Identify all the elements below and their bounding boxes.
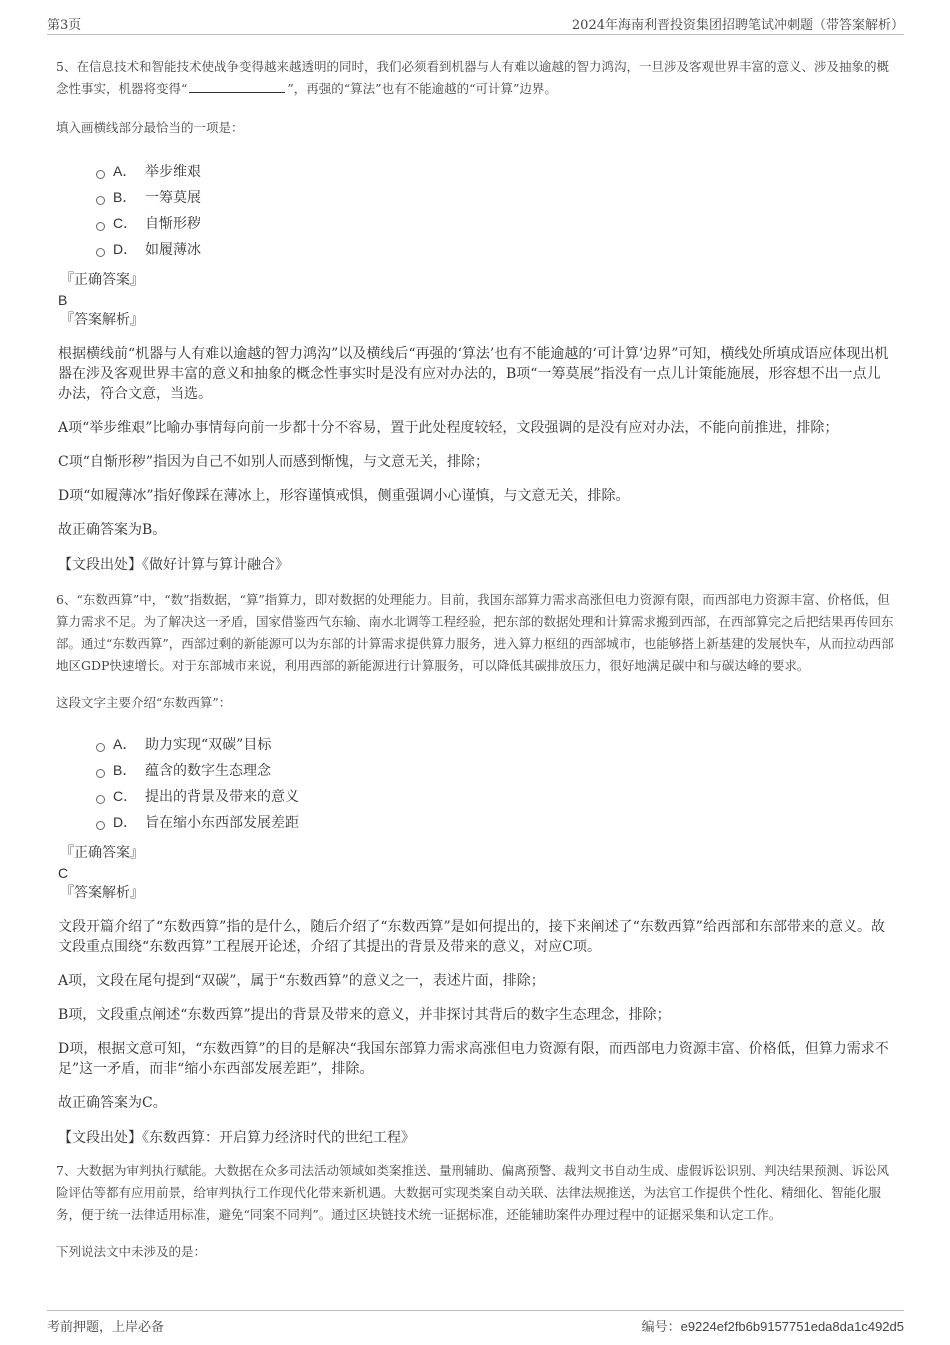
radio-icon[interactable] bbox=[96, 743, 105, 752]
source-citation: 【文段出处】《东数西算：开启算力经济时代的世纪工程》 bbox=[58, 1130, 415, 1146]
source-citation: 【文段出处】《做好计算与算计融合》 bbox=[58, 557, 289, 573]
option-b[interactable]: B． 一筹莫展 bbox=[96, 184, 894, 210]
document-body bbox=[56, 56, 894, 1276]
answer-value: B bbox=[58, 292, 68, 308]
option-d[interactable]: D． 旨在缩小东西部发展差距 bbox=[96, 809, 894, 835]
option-d[interactable]: D． 如履薄冰 bbox=[96, 236, 894, 262]
analysis-conclusion: 故正确答案为C。 bbox=[58, 1095, 167, 1111]
analysis-label: 『答案解析』 bbox=[60, 312, 144, 328]
options-list bbox=[96, 158, 894, 262]
radio-icon[interactable] bbox=[96, 170, 105, 179]
question-7 bbox=[56, 1160, 894, 1262]
page-number: 第3页 bbox=[47, 18, 82, 33]
analysis-paragraph: D项，根据文意可知，“东数西算”的目的是解决“我国东部算力需求高涨但电力资源有限，而西部电力资源丰富、价格低，但算力需求不足”这一矛盾，而非“缩小东西部发展差距”，排除。 bbox=[58, 1041, 889, 1077]
code-label: 编号： bbox=[641, 1320, 681, 1335]
radio-icon[interactable] bbox=[96, 769, 105, 778]
blank-line bbox=[189, 80, 285, 93]
option-a[interactable]: A． 举步维艰 bbox=[96, 158, 894, 184]
page-header bbox=[47, 10, 904, 35]
question-prompt: 下列说法文中未涉及的是： bbox=[56, 1244, 207, 1259]
analysis-paragraph: C项“自惭形秽”指因为自己不如别人而感到惭愧，与文意无关，排除； bbox=[58, 454, 490, 470]
options-list bbox=[96, 731, 894, 835]
code-value: e9224ef2fb6b9157751eda8da1c492d5 bbox=[680, 1319, 904, 1334]
analysis-label: 『答案解析』 bbox=[60, 885, 144, 901]
question-5 bbox=[56, 56, 894, 575]
analysis-paragraph: D项“如履薄冰”指好像踩在薄冰上，形容谨慎戒惧，侧重强调小心谨慎，与文意无关，排除。 bbox=[58, 488, 630, 504]
question-prompt: 这段文字主要介绍“东数西算”： bbox=[56, 695, 232, 710]
radio-icon[interactable] bbox=[96, 248, 105, 257]
analysis-paragraph: 根据横线前“机器与人有难以逾越的智力鸿沟”以及横线后“再强的‘算法’也有不能逾越的‘可计算’边界”可知，横线处所填成语应体现出机器在涉及客观世界丰富的意义和抽象的概念性事实时是没有应对办法的，B项“一筹莫展”指没有一点儿计策能施展，形容想不出一点儿办法，符合文意，当选。 bbox=[58, 346, 889, 402]
radio-icon[interactable] bbox=[96, 821, 105, 830]
analysis-paragraph: A项“举步维艰”比喻办事情每向前一步都十分不容易，置于此处程度较轻，文段强调的是没有应对办法，不能向前推进，排除； bbox=[58, 420, 839, 436]
answer-label: 『正确答案』 bbox=[60, 845, 144, 861]
page-footer bbox=[47, 1310, 904, 1341]
question-stem: 5、在信息技术和智能技术使战争变得越来越透明的同时，我们必须看到机器与人有难以逾越的智力鸿沟，一旦涉及客观世界丰富的意义、涉及抽象的概念性事实，机器将变得“ ”，再强的“算法”也有不能逾越的“可计算”边界。 bbox=[56, 59, 889, 96]
analysis-conclusion: 故正确答案为B。 bbox=[58, 522, 167, 538]
option-a[interactable]: A． 助力实现“双碳”目标 bbox=[96, 731, 894, 757]
answer-label: 『正确答案』 bbox=[60, 272, 144, 288]
document-code bbox=[642, 1316, 904, 1335]
option-b[interactable]: B． 蕴含的数字生态理念 bbox=[96, 757, 894, 783]
option-c[interactable]: C． 提出的背景及带来的意义 bbox=[96, 783, 894, 809]
question-stem: 6、“东数西算”中，“数”指数据，“算”指算力，即对数据的处理能力。目前，我国东部算力需求高涨但电力资源有限，而西部电力资源丰富、价格低，但算力需求不足。为了解决这一矛盾，国家借鉴西气东输、南水北调等工程经验，把东部的数据处理和计算需求搬到西部，在西部算完之后把结果再传回东部。通过“东数西算”，西部过剩的新能源可以为东部的计算需求提供算力服务，进入算力枢纽的西部城市，也能够搭上新基建的发展快车，从而拉动西部地区GDP快速增长。对于东部城市来说，利用西部的新能源进行计算服务，可以降低其碳排放压力，很好地满足碳中和与碳达峰的要求。 bbox=[56, 592, 894, 673]
question-6 bbox=[56, 589, 894, 1148]
analysis-paragraph: B项，文段重点阐述“东数西算”提出的背景及带来的意义，并非探讨其背后的数字生态理念，排除； bbox=[58, 1007, 671, 1023]
footer-slogan: 考前押题，上岸必备 bbox=[47, 1320, 165, 1335]
question-prompt: 填入画横线部分最恰当的一项是： bbox=[56, 120, 244, 135]
analysis-paragraph: A项，文段在尾句提到“双碳”，属于“东数西算”的意义之一，表述片面，排除； bbox=[58, 973, 545, 989]
radio-icon[interactable] bbox=[96, 795, 105, 804]
question-stem: 7、大数据为审判执行赋能。大数据在众多司法活动领域如类案推送、量刑辅助、偏离预警、裁判文书自动生成、虚假诉讼识别、判决结果预测、诉讼风险评估等都有应用前景，给审判执行工作现代化带来新机遇。大数据可实现类案自动关联、法律法规推送，为法官工作提供个性化、精细化、智能化服务，便于统一法律适用标准，避免“同案不同判”。通过区块链技术统一证据标准，还能辅助案件办理过程中的证据采集和认定工作。 bbox=[56, 1163, 889, 1222]
answer-value: C bbox=[58, 865, 69, 881]
radio-icon[interactable] bbox=[96, 196, 105, 205]
document-title: 2024年海南利晋投资集团招聘笔试冲刺题（带答案解析） bbox=[571, 18, 904, 33]
option-c[interactable]: C． 自惭形秽 bbox=[96, 210, 894, 236]
radio-icon[interactable] bbox=[96, 222, 105, 231]
analysis-paragraph: 文段开篇介绍了“东数西算”指的是什么，随后介绍了“东数西算”是如何提出的，接下来阐述了“东数西算”给西部和东部带来的意义。故文段重点围绕“东数西算”工程展开论述，介绍了其提出的背景及带来的意义，对应C项。 bbox=[58, 919, 885, 955]
